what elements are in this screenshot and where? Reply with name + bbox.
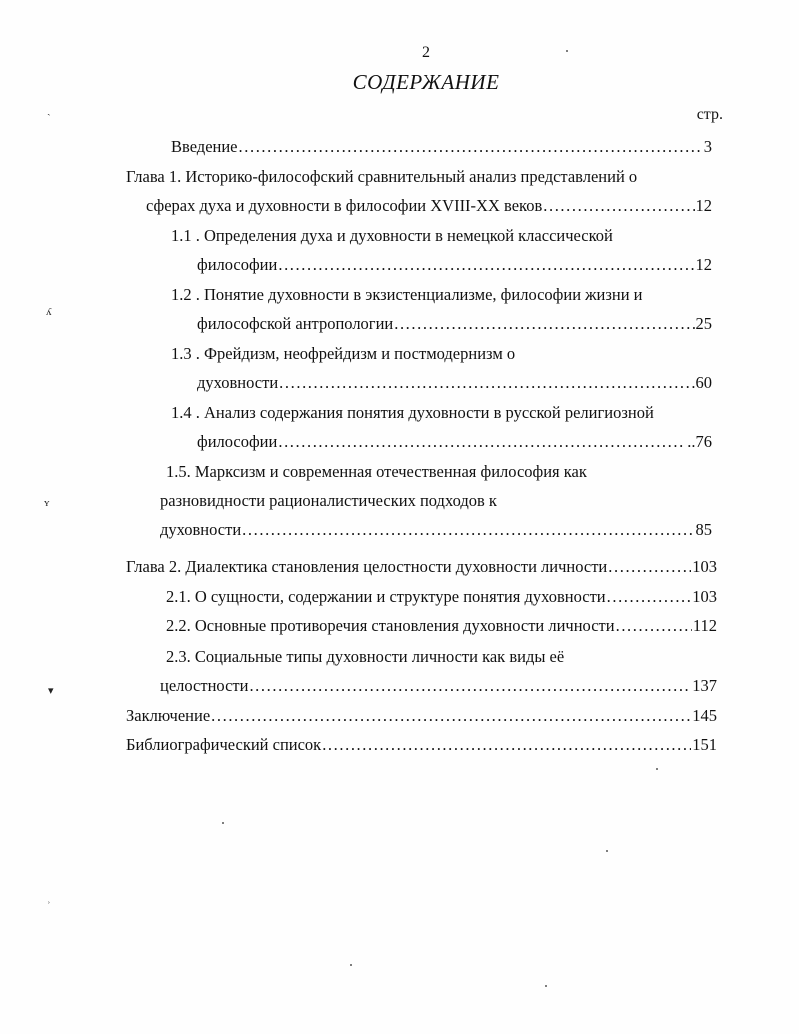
toc-entry-text: 2.1. О сущности, содержании и структуре понятия духовности	[166, 587, 606, 606]
toc-section-1-5	[160, 520, 712, 540]
toc-entry-text: Введение	[171, 137, 238, 156]
page-number: 2	[422, 44, 430, 61]
toc-entry-page: 103	[692, 557, 717, 576]
toc-entry-page: ..76	[687, 432, 712, 451]
toc-entry-text: Глава 2. Диалектика становления целостности духовности личности	[126, 557, 608, 576]
toc-section-1-4	[197, 432, 712, 452]
toc-section-1-1	[197, 255, 712, 275]
leader-dots	[616, 616, 692, 636]
toc-entry-page: 12	[695, 255, 712, 274]
leader-dots	[278, 432, 686, 452]
toc-section-1-2	[197, 314, 712, 334]
leader-dots	[279, 373, 694, 393]
scan-speck: ˎ	[47, 104, 51, 116]
toc-entry-text: 2.2. Основные противоречия становления духовности личности	[166, 616, 615, 635]
toc-entry-page: 137	[692, 676, 717, 695]
leader-dots	[607, 587, 692, 607]
toc-section-2-1	[166, 587, 717, 607]
leader-dots	[242, 520, 694, 540]
leader-dots	[394, 314, 694, 334]
toc-section-1-5-line1: 1.5. Марксизм и современная отечественная философия как	[166, 462, 587, 481]
toc-section-1-2-line1: 1.2 . Понятие духовности в экзистенциализме, философии жизни и	[171, 285, 643, 304]
toc-section-1-4-line1: 1.4 . Анализ содержания понятия духовности в русской религиозной	[171, 403, 654, 422]
toc-entry-text: духовности	[160, 520, 242, 539]
leader-dots	[543, 196, 694, 216]
scan-speck: ʎ	[46, 306, 52, 318]
toc-section-2-3	[160, 676, 717, 696]
toc-section-1-3-line1: 1.3 . Фрейдизм, неофрейдизм и постмодернизм о	[171, 344, 516, 363]
toc-entry-bibliography	[126, 735, 717, 755]
toc-entry-text: сферах духа и духовности в философии XVIII-XX веков	[146, 196, 543, 215]
toc-section-2-3-line1: 2.3. Социальные типы духовности личности как виды её	[166, 647, 565, 666]
toc-entry-page: 25	[695, 314, 712, 333]
leader-dots	[211, 706, 691, 726]
leader-dots	[278, 255, 694, 275]
toc-entry-text: духовности	[197, 373, 279, 392]
scan-speck: ▾	[48, 685, 54, 697]
leader-dots	[249, 676, 691, 696]
toc-entry-text: философской антропологии	[197, 314, 394, 333]
scan-dot	[222, 822, 224, 824]
scan-dot	[545, 985, 547, 987]
toc-section-2-2	[166, 616, 717, 636]
toc-entry-text: философии	[197, 255, 278, 274]
page-title: СОДЕРЖАНИЕ	[352, 70, 500, 94]
toc-entry-page: 103	[692, 587, 717, 606]
toc-entry-intro	[171, 137, 712, 157]
toc-entry-text: целостности	[160, 676, 249, 695]
toc-entry-page: 112	[692, 616, 717, 635]
toc-chapter-2	[126, 557, 717, 577]
scan-dot	[566, 50, 568, 52]
toc-section-1-3	[197, 373, 712, 393]
toc-entry-text: Библиографический список	[126, 735, 322, 754]
toc-entry-page: 151	[692, 735, 717, 754]
scan-speck: ʏ	[44, 497, 50, 509]
toc-entry-text: Заключение	[126, 706, 211, 725]
toc-entry-page: 145	[692, 706, 717, 725]
leader-dots	[322, 735, 691, 755]
toc-chapter-1	[146, 196, 712, 216]
scan-dot	[606, 850, 608, 852]
scan-dot	[350, 964, 352, 966]
toc-section-1-5-line2: разновидности рационалистических подходов к	[160, 491, 497, 510]
toc-entry-page: 85	[695, 520, 712, 539]
scan-dot	[656, 768, 658, 770]
toc-entry-page: 60	[695, 373, 712, 392]
toc-entry-conclusion	[126, 706, 717, 726]
toc-entry-text: философии	[197, 432, 278, 451]
toc-entry-page: 12	[695, 196, 712, 215]
toc-entry-page: 3	[703, 137, 712, 156]
toc-chapter-1-line1: Глава 1. Историко-философский сравнительный анализ представлений о	[126, 167, 638, 186]
leader-dots	[608, 557, 691, 577]
scan-speck: ˒	[47, 895, 51, 907]
page-column-label: стр.	[696, 106, 723, 123]
toc-section-1-1-line1: 1.1 . Определения духа и духовности в немецкой классической	[171, 226, 613, 245]
leader-dots	[239, 137, 703, 157]
